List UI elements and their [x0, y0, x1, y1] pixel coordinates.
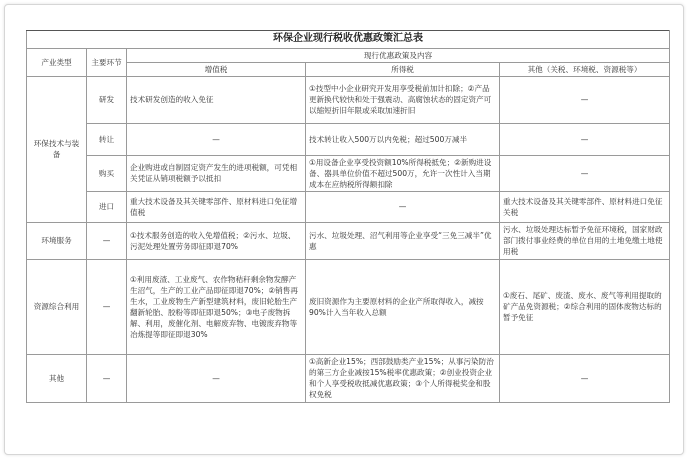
vat-cell: — — [127, 123, 306, 155]
vat-cell: ①利用废渣、工业废气、农作物秸秆剩余物发酵产生沼气，生产的工业产品即征即退70%；②销售再生水，工业废物生产新型建筑材料，废旧轮胎生产翻新轮胎、胶粉等即征即退50%；③电子废物拆解、利用，废催化剂、电解废弃物、电镀废弃物等冶炼提等即征即退30% — [127, 259, 306, 354]
link-cell: — — [87, 222, 127, 259]
other-cell: — — [500, 76, 670, 123]
header-other-tax: 其他（关税、环境税、资源税等） — [500, 62, 670, 76]
header-policy-group: 现行优惠政策及内容 — [127, 48, 670, 62]
other-cell: 重大技术设备及其关键零部件、原材料进口免征关税 — [500, 191, 670, 222]
table-row — [27, 191, 670, 222]
income-cell: ①高新企业15%；西部鼓励类产业15%；从事污染防治的第三方企业减按15%税率优惠政策；②创业投资企业和个人享受税收抵减优惠政策；③个人所得税奖金和股权免税 — [306, 354, 500, 402]
table-row — [27, 123, 670, 155]
other-cell: — — [500, 123, 670, 155]
header-main-link: 主要环节 — [87, 48, 127, 76]
other-cell: — — [500, 155, 670, 191]
table-row — [27, 76, 670, 123]
type-cell: 环保技术与装备 — [27, 76, 87, 222]
table-row — [27, 222, 670, 259]
link-cell: 转让 — [87, 123, 127, 155]
income-cell: 技术转让收入500万以内免税；超过500万减半 — [306, 123, 500, 155]
table-row — [27, 155, 670, 191]
type-cell: 环境服务 — [27, 222, 87, 259]
tax-policy-table — [26, 30, 670, 403]
vat-cell: 企业购进或自制固定资产发生的进项税额，可凭相关凭证从销项税额予以抵扣 — [127, 155, 306, 191]
link-cell: 进口 — [87, 191, 127, 222]
type-cell: 资源综合利用 — [27, 259, 87, 354]
income-cell: ①技型中小企业研究开发用享受税前加计扣除；②产品更新换代较快和处于强震动、高腐蚀状态的固定资产可以缩短折旧年限或采取加速折旧 — [306, 76, 500, 123]
header-income-tax: 所得税 — [306, 62, 500, 76]
link-cell: 研发 — [87, 76, 127, 123]
other-cell: 污水、垃圾处理达标暂予免征环境税，国家财政部门拨付事业经费的单位自用的土地免缴土地使用税 — [500, 222, 670, 259]
income-cell: 废旧资源作为主要原材料的企业产所取得收入，减按90%计入当年收入总额 — [306, 259, 500, 354]
link-cell: — — [87, 259, 127, 354]
header-enterprise-type: 产业类型 — [27, 48, 87, 76]
link-cell: 购买 — [87, 155, 127, 191]
other-cell: ①废石、尾矿、废渣、废水、废气等利用提取的矿产品免资源税；②综合利用的固体废物达标的暂予免征 — [500, 259, 670, 354]
vat-cell: — — [127, 354, 306, 402]
table-row — [27, 259, 670, 354]
income-cell: ①用设备企业享受投资额10%所得税抵免；②新购进设备、器具单位价值不超过500万，允许一次性计入当期成本在应纳税所得额扣除 — [306, 155, 500, 191]
vat-cell: ①技术服务创造的收入免增值税；②污水、垃圾、污泥处理处置劳务即征即退70% — [127, 222, 306, 259]
income-cell: — — [306, 191, 500, 222]
other-cell: — — [500, 354, 670, 402]
header-vat: 增值税 — [127, 62, 306, 76]
type-cell: 其他 — [27, 354, 87, 402]
income-cell: 污水、垃圾处理、沼气利用等企业享受“三免三减半”优惠 — [306, 222, 500, 259]
table-title: 环保企业现行税收优惠政策汇总表 — [27, 31, 670, 49]
link-cell: — — [87, 354, 127, 402]
vat-cell: 技术研发创造的收入免征 — [127, 76, 306, 123]
vat-cell: 重大技术设备及其关键零部件、原材料进口免征增值税 — [127, 191, 306, 222]
table-row — [27, 354, 670, 402]
